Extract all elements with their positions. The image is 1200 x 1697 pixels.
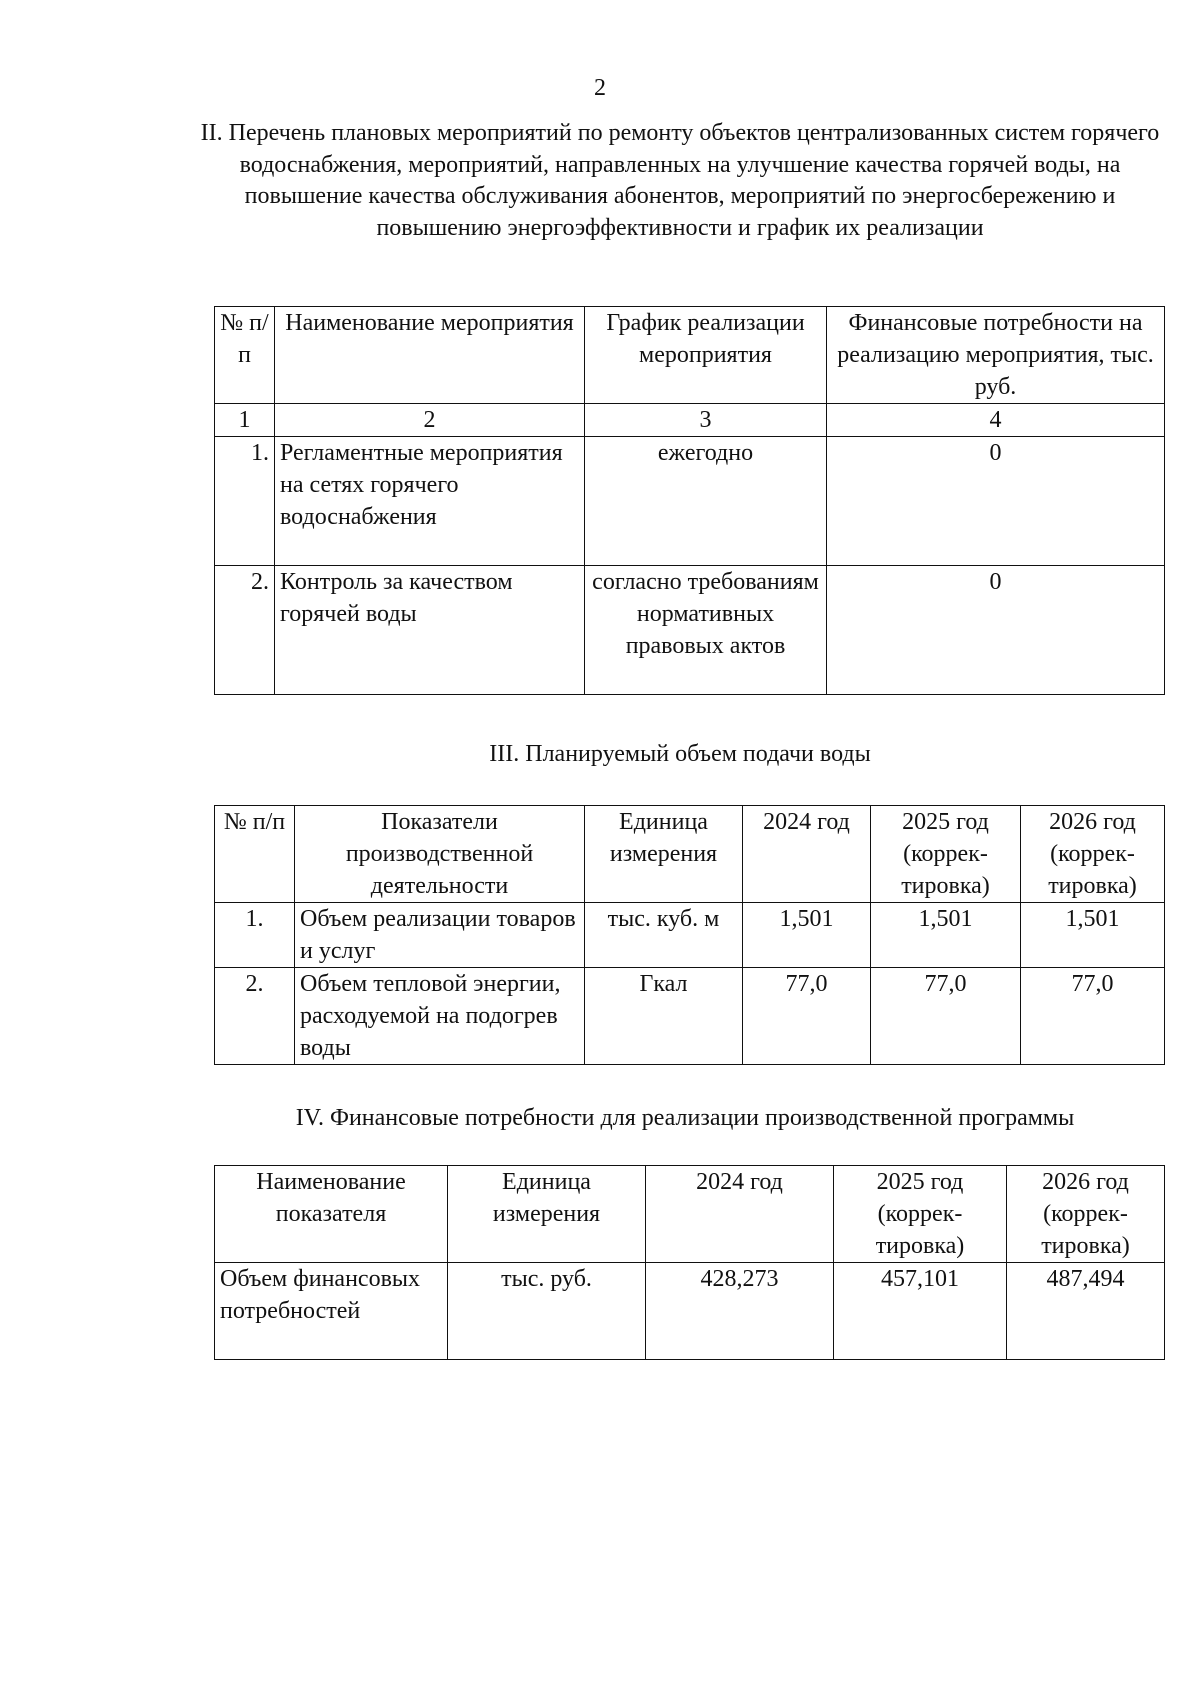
table-header-row xyxy=(215,307,1165,404)
value-cell: 77,0 xyxy=(743,968,871,1065)
header-cell: 2025 год (коррек-тировка) xyxy=(834,1166,1007,1263)
table-row xyxy=(215,968,1165,1065)
header-cell: 2024 год xyxy=(743,806,871,903)
value-cell: 1,501 xyxy=(871,903,1021,968)
table-row xyxy=(215,437,1165,566)
row-number-cell: 2. xyxy=(215,968,295,1065)
header-cell: № п/п xyxy=(215,307,275,404)
column-number-cell: 3 xyxy=(585,404,827,437)
unit-cell: тыс. куб. м xyxy=(585,903,743,968)
header-cell: Финансовые потребности на реализацию мероприятия, тыс. руб. xyxy=(827,307,1165,404)
header-cell: График реализации мероприятия xyxy=(585,307,827,404)
schedule-cell: ежегодно xyxy=(585,437,827,566)
events-table xyxy=(214,306,1165,695)
unit-cell: Гкал xyxy=(585,968,743,1065)
schedule-cell: согласно требованиям нормативных правовых актов xyxy=(585,566,827,695)
section-title-finance: IV. Финансовые потребности для реализации производственной программы xyxy=(295,1105,1075,1131)
finance-table xyxy=(214,1165,1165,1360)
value-cell: 487,494 xyxy=(1007,1263,1165,1360)
header-cell: Наименование показателя xyxy=(215,1166,448,1263)
event-name-cell: Контроль за качеством горячей воды xyxy=(275,566,585,695)
header-cell: № п/п xyxy=(215,806,295,903)
header-cell: 2025 год (коррек-тировка) xyxy=(871,806,1021,903)
indicator-name-cell: Объем тепловой энергии, расходуемой на подогрев воды xyxy=(295,968,585,1065)
row-number-cell: 1. xyxy=(215,437,275,566)
header-cell: 2024 год xyxy=(646,1166,834,1263)
value-cell: 428,273 xyxy=(646,1263,834,1360)
section-title-volume: III. Планируемый объем подачи воды xyxy=(489,741,871,767)
finance-cell: 0 xyxy=(827,566,1165,695)
header-cell: Единица измерения xyxy=(585,806,743,903)
header-cell: 2026 год (коррек-тировка) xyxy=(1007,1166,1165,1263)
header-cell: Наименование мероприятия xyxy=(275,307,585,404)
table-row xyxy=(215,566,1165,695)
table-row xyxy=(215,1263,1165,1360)
value-cell: 1,501 xyxy=(1021,903,1165,968)
row-number-cell: 2. xyxy=(215,566,275,695)
table-row xyxy=(215,903,1165,968)
value-cell: 457,101 xyxy=(834,1263,1007,1360)
finance-cell: 0 xyxy=(827,437,1165,566)
header-cell: Показатели производственной деятельности xyxy=(295,806,585,903)
column-number-cell: 2 xyxy=(275,404,585,437)
table-header-row xyxy=(215,806,1165,903)
value-cell: 77,0 xyxy=(871,968,1021,1065)
value-cell: 1,501 xyxy=(743,903,871,968)
indicator-name-cell: Объем реализации товаров и услуг xyxy=(295,903,585,968)
indicator-name-cell: Объем финансовых потребностей xyxy=(215,1263,448,1360)
column-number-row xyxy=(215,404,1165,437)
section-title-events: II. Перечень плановых мероприятий по ремонту объектов централизованных систем горячего водоснабжения, мероприятий, направленных на улучшение качества горячей воды, на повышение качества обслуживания абонентов, мероприятий по энергосбережению и повышению энергоэффективности и график их реализации xyxy=(200,120,1160,241)
table-header-row xyxy=(215,1166,1165,1263)
unit-cell: тыс. руб. xyxy=(448,1263,646,1360)
column-number-cell: 1 xyxy=(215,404,275,437)
page-number: 2 xyxy=(594,75,606,101)
volume-table xyxy=(214,805,1165,1065)
header-cell: Единица измерения xyxy=(448,1166,646,1263)
column-number-cell: 4 xyxy=(827,404,1165,437)
header-cell: 2026 год (коррек-тировка) xyxy=(1021,806,1165,903)
event-name-cell: Регламентные мероприятия на сетях горячего водоснабжения xyxy=(275,437,585,566)
value-cell: 77,0 xyxy=(1021,968,1165,1065)
row-number-cell: 1. xyxy=(215,903,295,968)
